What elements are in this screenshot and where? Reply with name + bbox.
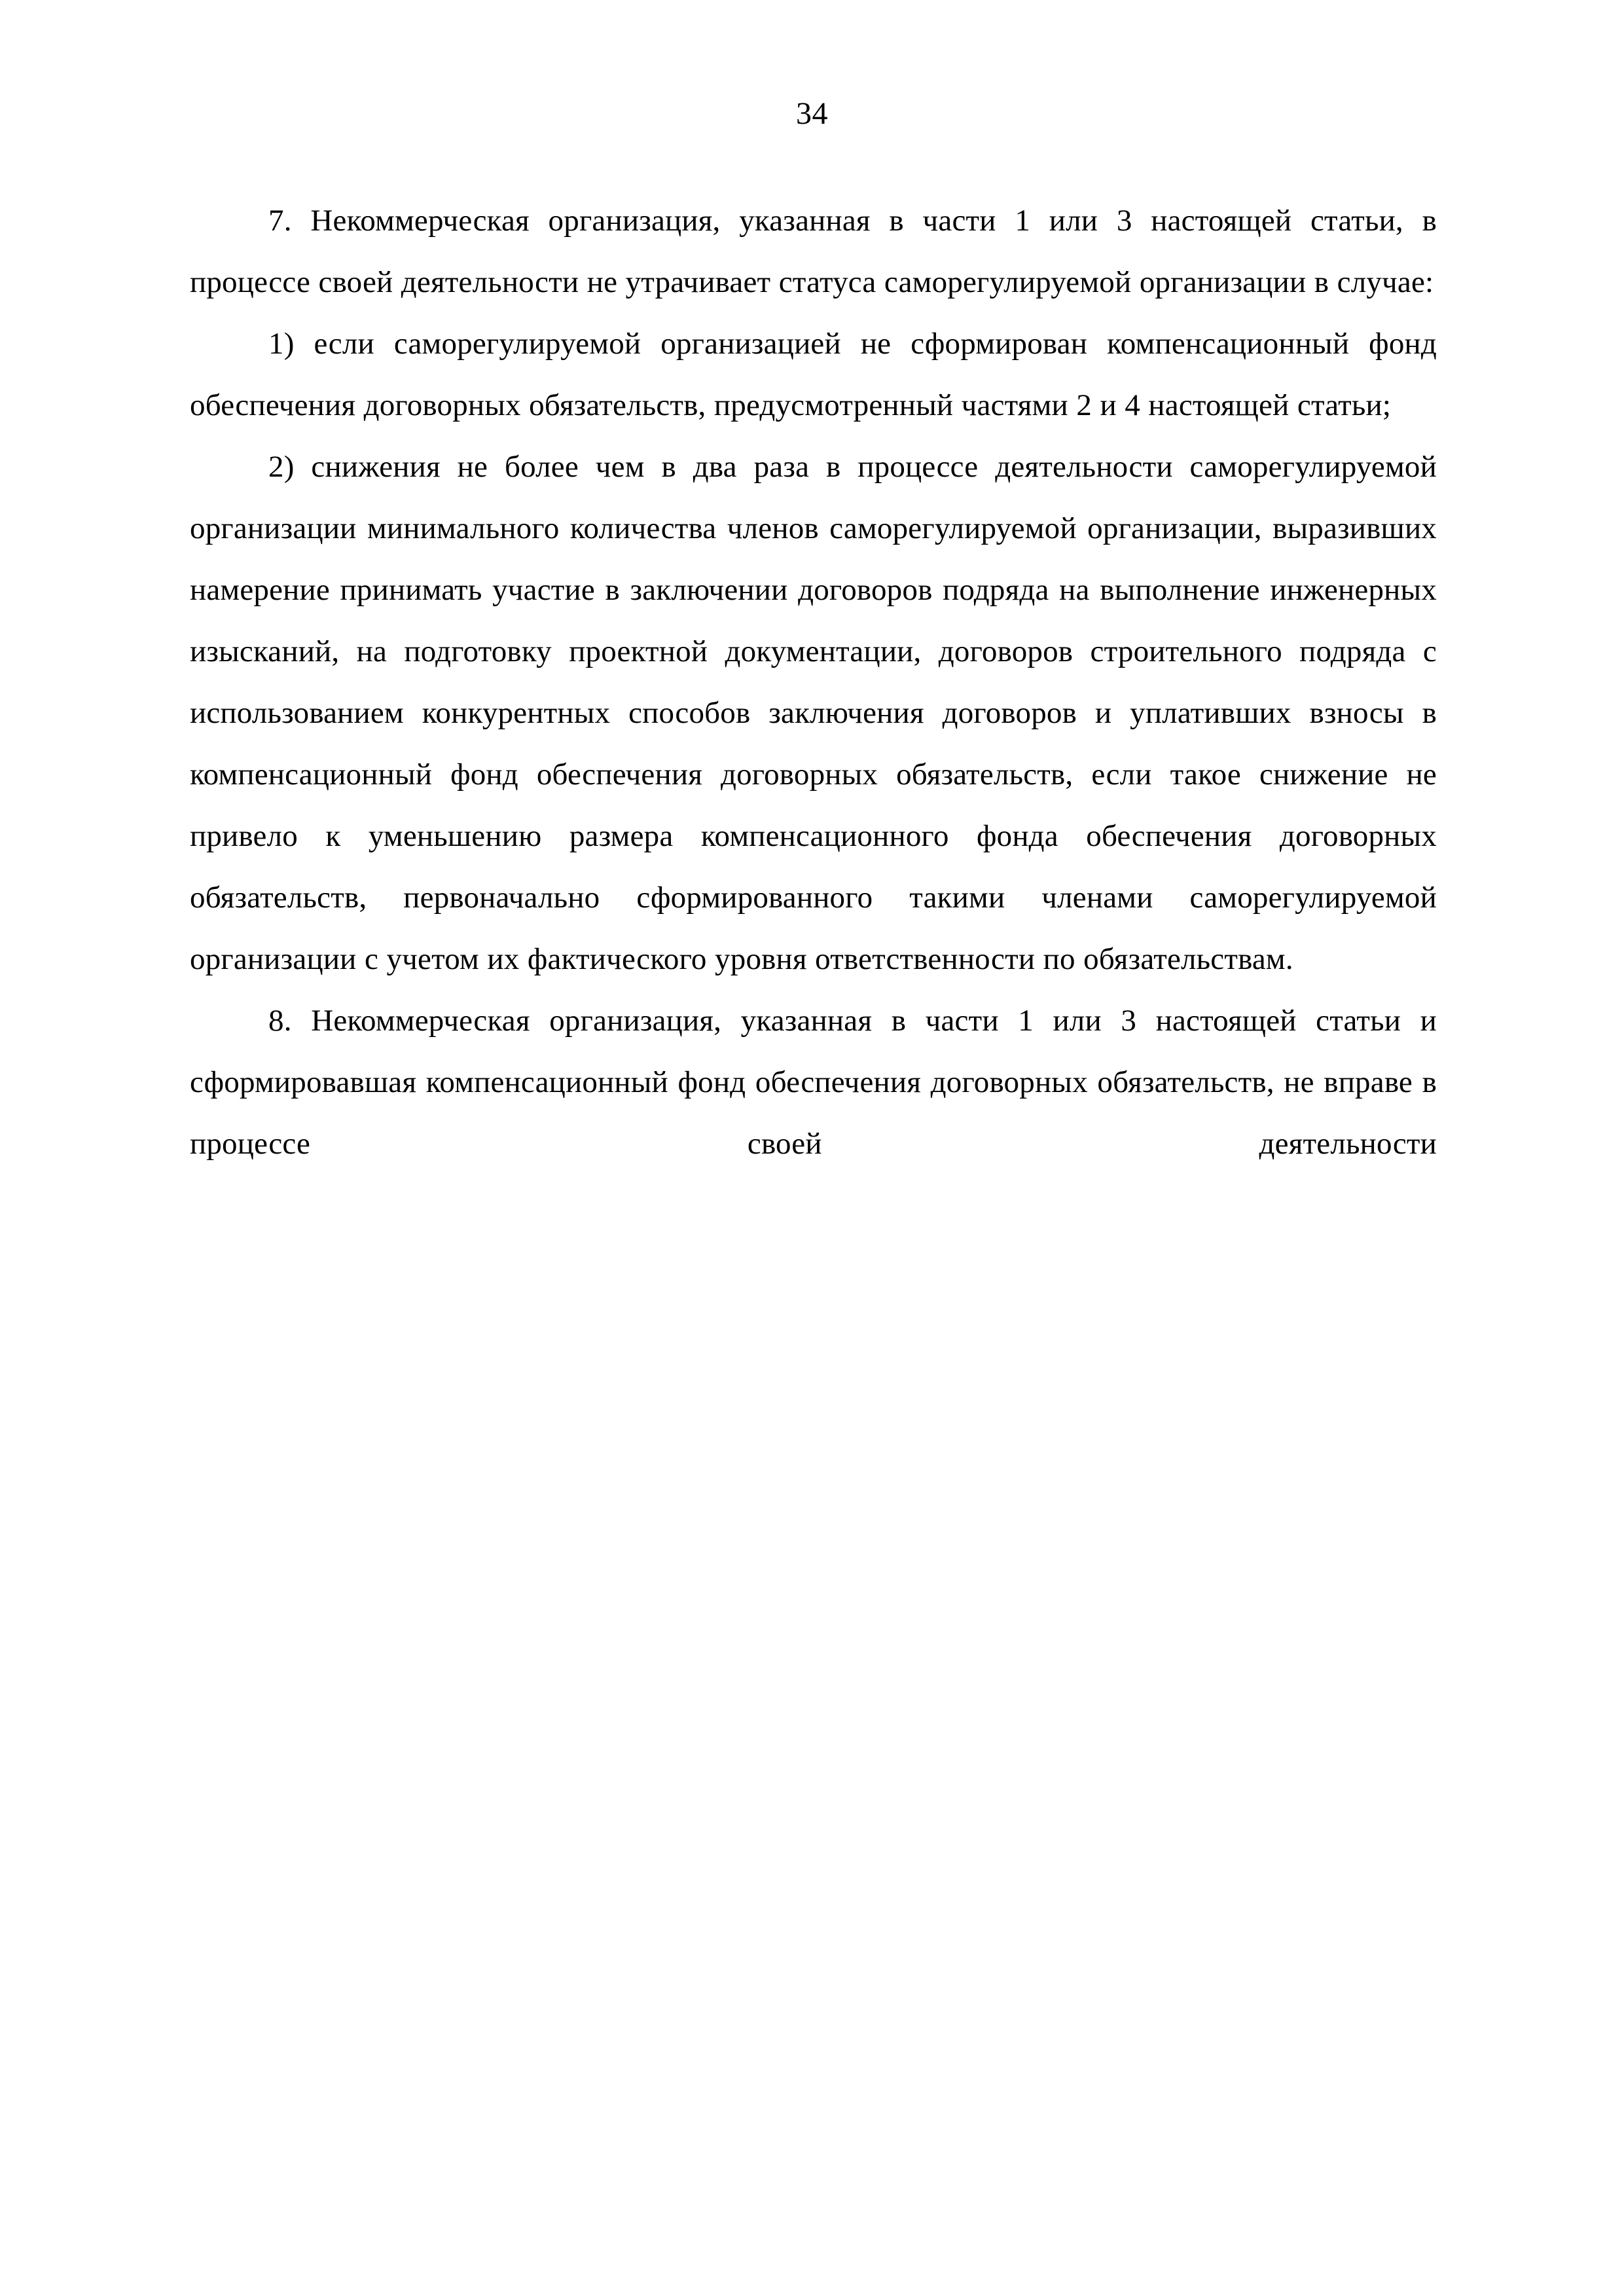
page-number: 34 — [796, 96, 828, 131]
document-body — [190, 190, 1437, 1236]
paragraph-subitem-1: 1) если саморегулируемой организацией не сформирован компенсационный фонд обеспечения договорных обязательств, предусмотренный частями 2 и 4 настоящей статьи; — [190, 327, 1437, 422]
paragraph-subitem-2: 2) снижения не более чем в два раза в процессе деятельности саморегулируемой организации минимального количества членов саморегулируемой организации, выразивших намерение принимать участие в заключении договоров подряда на выполнение инженерных изысканий, на подготовку проектной документации, договоров строительного подряда с использованием конкурентных способов заключения договоров и уплативших взносы в компенсационный фонд обеспечения договорных обязательств, если такое снижение не привело к уменьшению размера компенсационного фонда обеспечения договорных обязательств, первоначально сформированного такими членами саморегулируемой организации с учетом их фактического уровня ответственности по обязательствам. — [190, 450, 1437, 976]
paragraph-item-8: 8. Некоммерческая организация, указанная в части 1 или 3 настоящей статьи и сформировавшая компенсационный фонд обеспечения договорных обязательств, не вправе в процессе своей деятельности — [190, 1004, 1437, 1161]
paragraph-item-7: 7. Некоммерческая организация, указанная в части 1 или 3 настоящей статьи, в процессе своей деятельности не утрачивает статуса саморегулируемой организации в случае: — [190, 204, 1437, 299]
